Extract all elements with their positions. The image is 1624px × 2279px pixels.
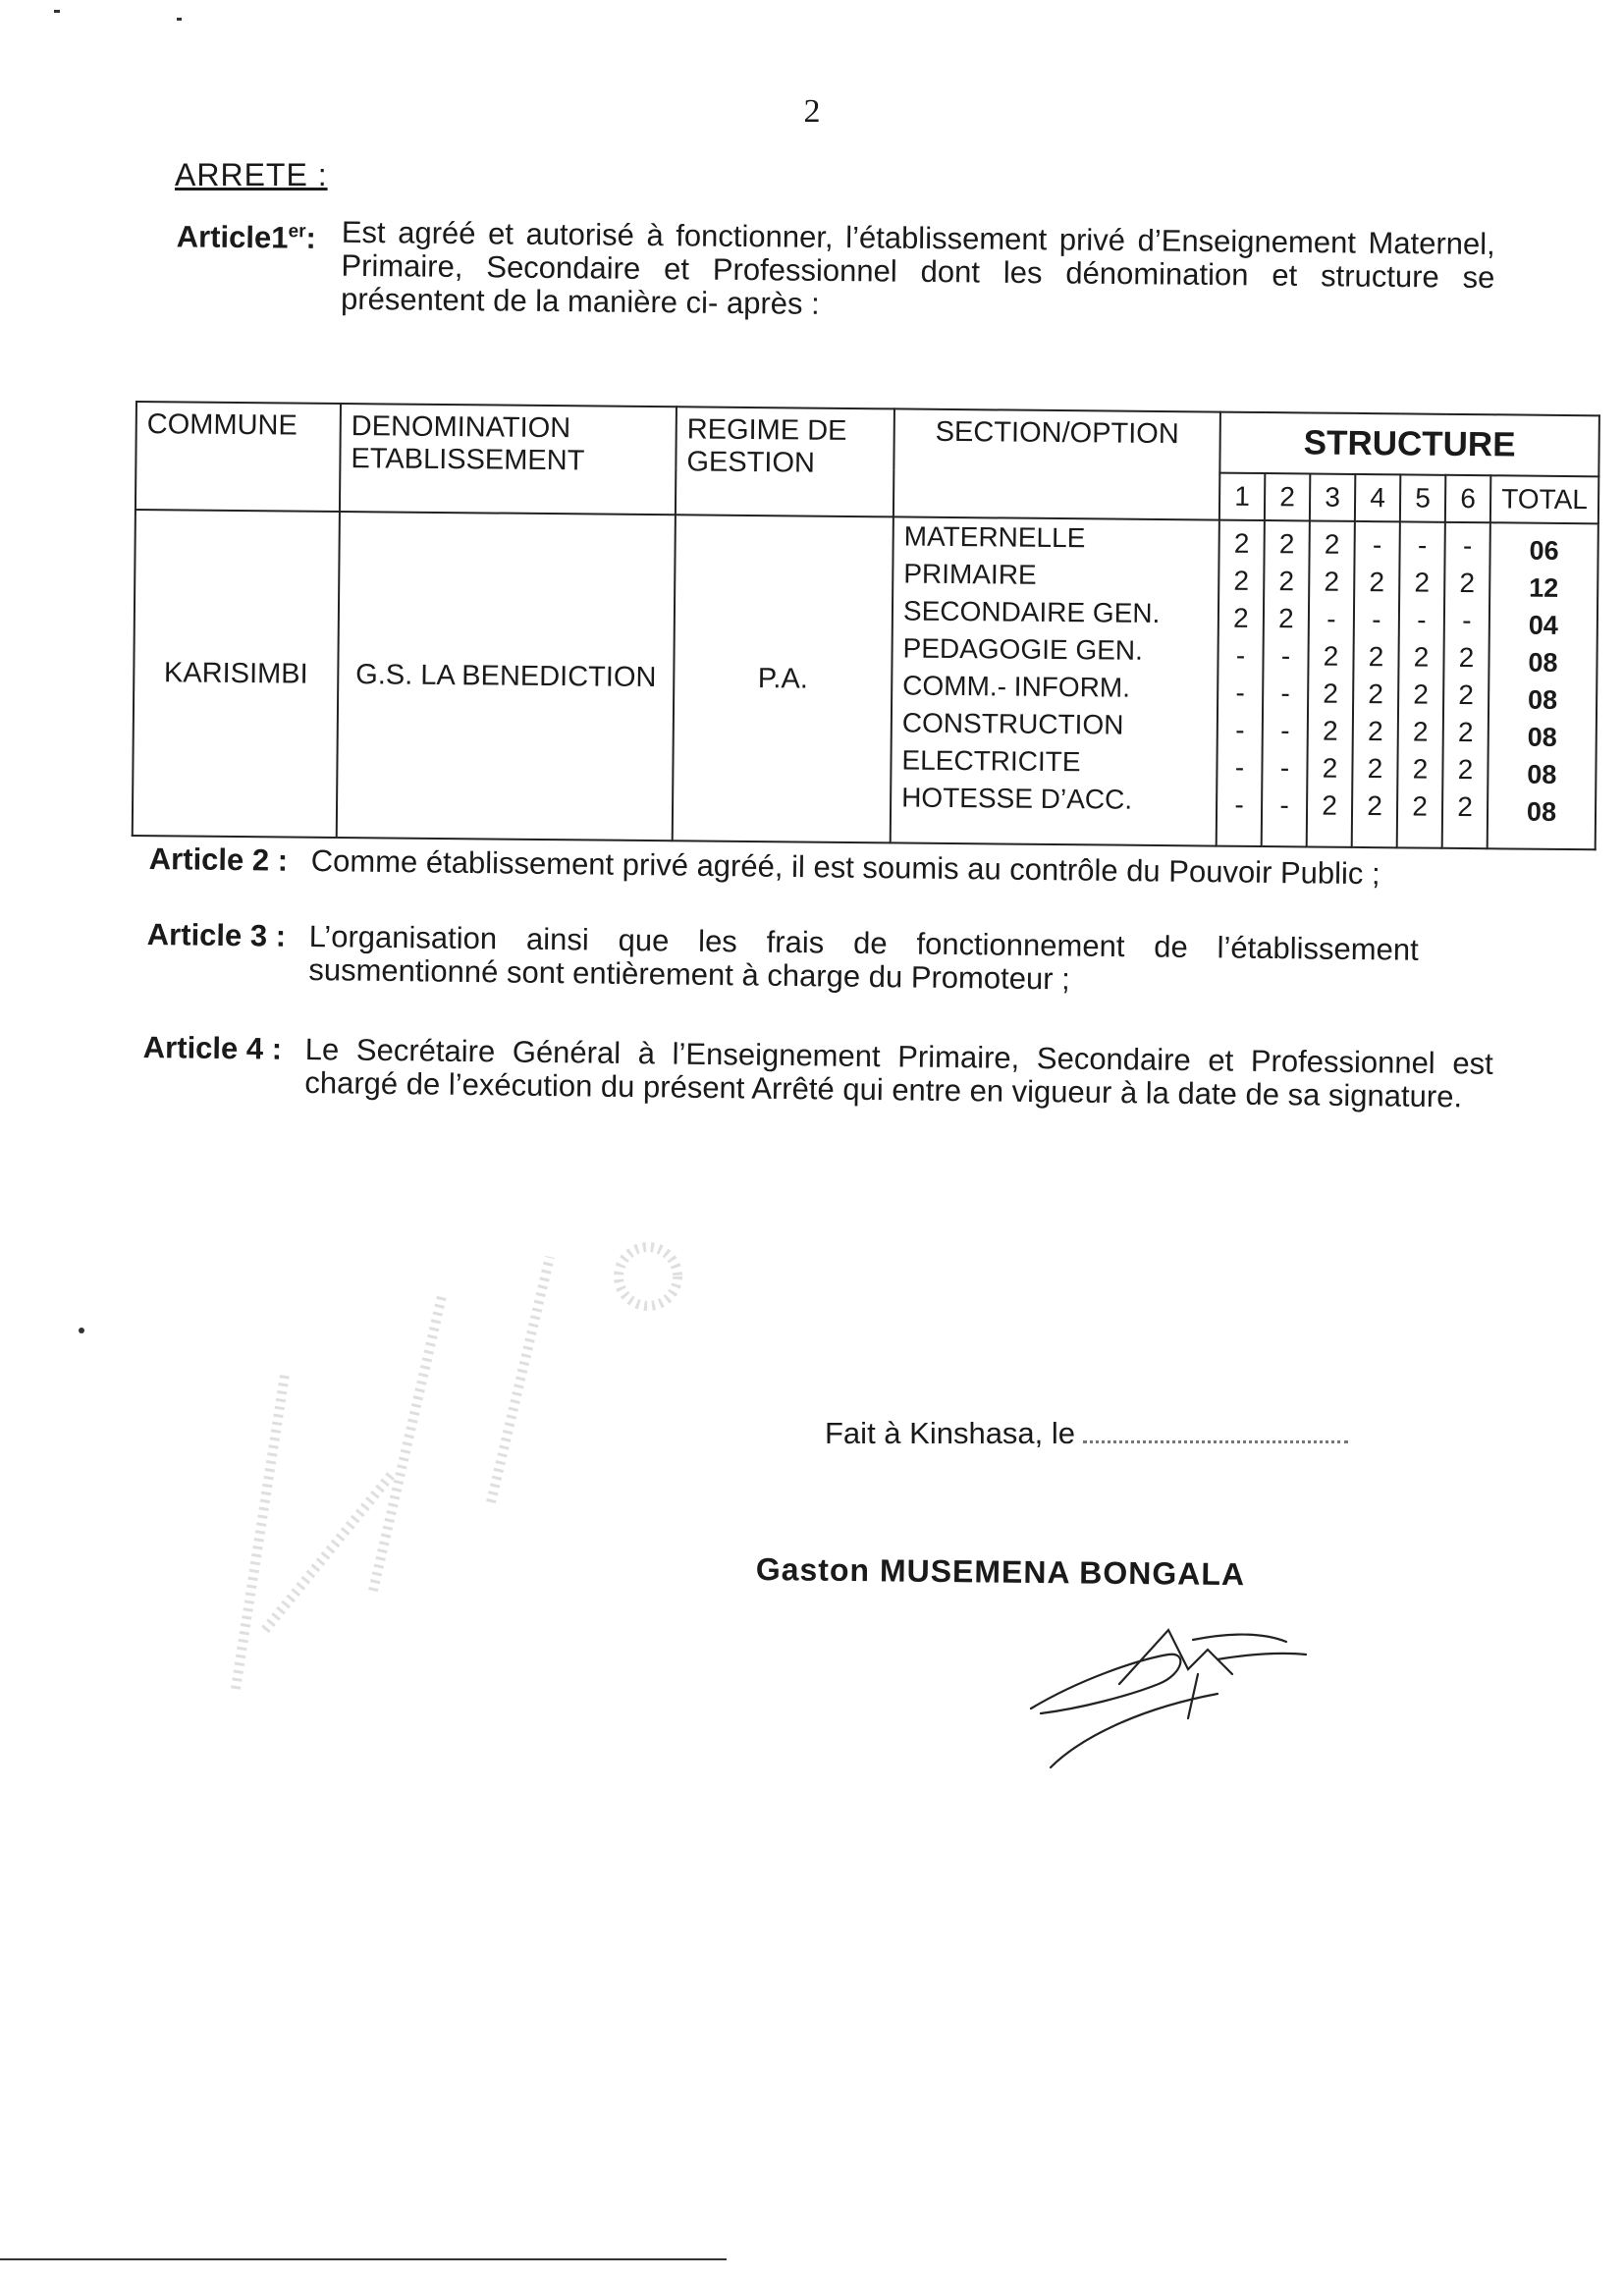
structure-value: - [1279,789,1289,821]
structure-value: 2 [1368,678,1384,710]
header-year-5: 5 [1400,474,1445,522]
structure-value: 2 [1277,603,1294,634]
structure-value: 2 [1278,528,1295,560]
commune-value: KARISIMBI [133,510,340,838]
structure-value: 2 [1458,641,1475,674]
structure-value: - [1417,529,1428,561]
structure-value: - [1235,714,1245,745]
section-options-list [892,517,1218,819]
structure-value: 2 [1323,640,1339,672]
structure-value: 2 [1367,790,1383,822]
header-commune: COMMUNE [135,402,341,512]
structure-value: - [1280,678,1291,709]
header-denomination: DENOMINATION ETABLISSEMENT [340,404,677,515]
article-4 [142,1031,1498,1114]
structure-total: 08 [1527,684,1558,715]
year-1-column [1217,520,1265,846]
article-1-text: Est agréé et autorisé à fonctionner, l’établissement privé d’Enseignement Maternel, Primaire, Secondaire et Professionnel dont les dénomination et structure se présentent de la manière ci- après : [340,214,1495,321]
section-option: PEDAGOGIE GEN. [902,632,1144,666]
header-structure: STRUCTURE [1219,412,1599,477]
structure-value: 2 [1322,789,1338,821]
structure-table [132,401,1600,850]
signatory-name: Gaston MUSEMENA BONGALA [755,1551,1246,1593]
regime-value: P.A. [673,515,893,842]
structure-total: 08 [1527,759,1557,789]
section-option: HOTESSE D’ACC. [901,782,1133,815]
structure-value: 2 [1458,678,1475,711]
article-1 [176,214,1497,328]
structure-value: - [1235,639,1246,671]
scan-speck [79,1328,84,1333]
article-2-label: Article 2 : [148,841,289,878]
header-year-2: 2 [1265,473,1310,521]
structure-value: 2 [1367,753,1383,785]
article-2-text: Comme établissement privé agréé, il est soumis au contrôle du Pouvoir Public ; [310,843,1380,892]
structure-value: - [1372,604,1381,635]
year-3-column [1307,520,1355,846]
structure-value: 2 [1457,790,1474,823]
structure-value: 2 [1324,566,1340,597]
structure-value: 2 [1278,566,1295,597]
structure-total: 08 [1528,647,1558,678]
place-date [825,1416,1348,1451]
article-3 [146,918,1424,1001]
structure-value: 2 [1413,641,1430,673]
structure-value: 2 [1459,567,1476,599]
structure-value: 2 [1457,716,1474,748]
section-option: SECONDAIRE GEN. [902,595,1161,629]
article-4-label: Article 4 : [142,1030,283,1066]
total-column [1488,522,1598,849]
article-4-text: Le Secrétaire Général à l’Enseignement Primaire, Secondaire et Professionnel est chargé de l’exécution du présent Arrêté qui entre en vigueur à la date de sa signature. [304,1032,1493,1114]
header-total: TOTAL [1490,475,1598,523]
structure-value: 2 [1324,528,1340,560]
structure-total: 08 [1526,796,1557,827]
structure-value: 2 [1369,567,1385,598]
article-3-text: L’organisation ainsi que les frais de fonctionnement de l’établissement susmentionné sont entièrement à charge du Promoteur ; [308,919,1419,997]
structure-value: 2 [1412,716,1429,747]
year-2-column [1262,520,1310,846]
decree-heading: ARRETE : [175,157,328,192]
structure-value: - [1280,715,1290,746]
structure-value: - [1462,604,1472,636]
scan-speck [177,18,182,21]
scan-speck [54,10,60,13]
structure-value: - [1280,640,1291,672]
structure-value: 2 [1413,678,1430,710]
structure-value: 2 [1233,527,1250,559]
section-option: PRIMAIRE [903,558,1037,590]
article-2 [149,842,1514,893]
header-regime: REGIME DE GESTION [676,407,894,516]
structure-total: 12 [1529,572,1559,603]
structure-value: - [1417,604,1427,635]
structure-total: 06 [1529,535,1559,566]
structure-value: - [1326,603,1336,634]
structure-table-wrapper [132,401,1600,850]
header-year-3: 3 [1310,473,1355,521]
footer-rule [0,2258,727,2260]
date-smudge [1083,1419,1348,1443]
header-year-1: 1 [1219,472,1265,520]
structure-value: - [1372,529,1382,561]
place-date-text: Fait à Kinshasa, le [825,1416,1076,1450]
header-year-6: 6 [1445,475,1490,523]
year-5-column [1397,521,1445,847]
article-1-label: Article1er: [176,219,316,255]
section-option: COMM.- INFORM. [902,670,1131,703]
section-options-cell [891,516,1219,845]
section-option: ELECTRICITE [901,744,1081,778]
header-year-4: 4 [1355,474,1400,522]
article-3-label: Article 3 : [146,917,287,953]
structure-value: - [1235,677,1246,708]
section-option: CONSTRUCTION [901,707,1124,740]
denomination-value: G.S. LA BENEDICTION [337,512,676,841]
section-option: MATERNELLE [903,520,1086,554]
structure-value: 2 [1367,716,1383,747]
structure-value: 2 [1457,753,1474,786]
structure-value: - [1234,751,1245,783]
header-section: SECTION/OPTION [893,408,1220,519]
structure-value: 2 [1233,565,1250,596]
structure-value: 2 [1323,678,1339,709]
structure-value: - [1279,752,1290,784]
structure-value: 2 [1414,567,1431,598]
structure-value: 2 [1412,790,1429,822]
structure-value: 2 [1322,715,1338,746]
structure-value: - [1462,529,1473,562]
structure-total: 04 [1528,610,1559,640]
page-number: 2 [803,93,821,130]
structure-total: 08 [1527,722,1557,752]
structure-value: - [1234,788,1244,820]
year-6-column [1442,522,1490,848]
year-4-column [1352,521,1400,847]
structure-value: 2 [1412,753,1429,785]
structure-value: 2 [1232,602,1249,633]
structure-value: 2 [1368,641,1384,673]
structure-value: 2 [1322,752,1338,784]
official-stamp-impression [196,1178,707,1728]
handwritten-signature [1021,1601,1355,1797]
